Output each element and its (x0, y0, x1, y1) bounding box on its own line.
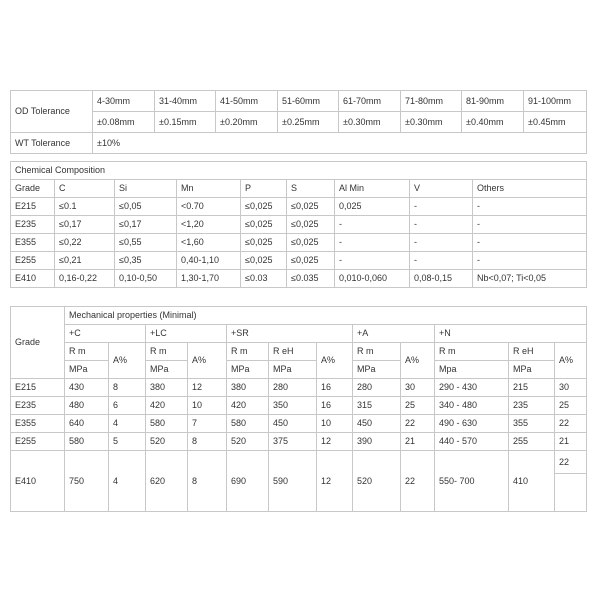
table-cell: 10 (188, 397, 227, 415)
chemical-title-row (11, 162, 587, 180)
column-header: Al Min (335, 180, 410, 198)
chemical-header-row (11, 180, 587, 198)
table-cell: - (473, 234, 587, 252)
rm-header: R m (435, 343, 509, 361)
size-cell: 61-70mm (339, 91, 401, 112)
table-cell: 8 (188, 433, 227, 451)
table-cell: - (335, 216, 410, 234)
table-cell: 0,08-0,15 (410, 270, 473, 288)
size-cell: 91-100mm (524, 91, 587, 112)
table-cell: 290 - 430 (435, 379, 509, 397)
size-cell: 81-90mm (462, 91, 524, 112)
table-row (11, 397, 587, 415)
unit-cell: MPa (227, 361, 269, 379)
column-header: S (287, 180, 335, 198)
od-value-cell: ±0.20mm (216, 112, 278, 133)
table-cell: 580 (146, 415, 188, 433)
table-cell: ≤0,025 (287, 234, 335, 252)
group-header-lc: +LC (146, 325, 227, 343)
chemical-title: Chemical Composition (11, 162, 587, 180)
mechanical-group-row (11, 325, 587, 343)
table-cell: 6 (109, 397, 146, 415)
table-cell: ≤0,21 (55, 252, 115, 270)
table-cell: 580 (65, 433, 109, 451)
unit-cell: MPa (65, 361, 109, 379)
od-value-cell: ±0.30mm (339, 112, 401, 133)
mechanical-properties-table (10, 306, 587, 512)
table-cell: 22 (555, 415, 587, 433)
table-cell: 520 (146, 433, 188, 451)
unit-cell: MPa (146, 361, 188, 379)
table-cell: 590 (269, 451, 317, 512)
table-cell: ≤0,025 (287, 252, 335, 270)
od-value-cell: ±0.25mm (278, 112, 339, 133)
table-cell: <0.70 (177, 198, 241, 216)
table-cell: ≤0,17 (55, 216, 115, 234)
table-cell: 750 (65, 451, 109, 512)
table-cell: 22 (401, 451, 435, 512)
wt-value-cell: ±10% (93, 133, 587, 154)
table-cell: E255 (11, 252, 55, 270)
rm-header: R m (353, 343, 401, 361)
table-cell: ≤0,025 (287, 216, 335, 234)
table-cell: 16 (317, 397, 353, 415)
size-cell: 41-50mm (216, 91, 278, 112)
table-row (11, 270, 587, 288)
table-cell: <1,20 (177, 216, 241, 234)
od-tolerance-label: OD Tolerance (11, 91, 93, 133)
table-cell: 355 (509, 415, 555, 433)
table-cell: 640 (65, 415, 109, 433)
column-header: C (55, 180, 115, 198)
table-cell: 30 (401, 379, 435, 397)
column-header: Others (473, 180, 587, 198)
table-cell: 410 (509, 451, 555, 512)
mechanical-unit-row (11, 361, 587, 379)
chemical-composition-table (10, 161, 587, 288)
table-cell: Nb<0,07; Ti<0,05 (473, 270, 587, 288)
od-value-cell: ±0.15mm (155, 112, 216, 133)
table-cell: 4 (109, 415, 146, 433)
column-header: V (410, 180, 473, 198)
table-cell: 8 (109, 379, 146, 397)
a-pct-header: A% (188, 343, 227, 379)
table-cell: 620 (146, 451, 188, 512)
table-cell: 690 (227, 451, 269, 512)
table-cell: - (410, 252, 473, 270)
table-cell: ≤0,55 (115, 234, 177, 252)
table-cell: 280 (269, 379, 317, 397)
a-pct-header: A% (555, 343, 587, 379)
unit-cell: MPa (509, 361, 555, 379)
size-cell: 4-30mm (93, 91, 155, 112)
table-cell: ≤0,025 (241, 216, 287, 234)
table-cell: 0,16-0,22 (55, 270, 115, 288)
table-cell: - (473, 252, 587, 270)
table-cell: 30 (555, 379, 587, 397)
table-cell: 0,010-0,060 (335, 270, 410, 288)
table-cell: 25 (555, 397, 587, 415)
tolerance-table (10, 90, 587, 154)
od-value-cell: ±0.08mm (93, 112, 155, 133)
column-header: P (241, 180, 287, 198)
table-cell: ≤0,025 (241, 198, 287, 216)
table-cell: 12 (317, 451, 353, 512)
table-cell: 430 (65, 379, 109, 397)
chemical-body (11, 198, 587, 288)
od-value-cell: ±0.45mm (524, 112, 587, 133)
group-header-c: +C (65, 325, 146, 343)
table-cell: - (335, 234, 410, 252)
table-cell: E410 (11, 270, 55, 288)
a-pct-header: A% (109, 343, 146, 379)
table-cell: E215 (11, 198, 55, 216)
column-header: Grade (11, 180, 55, 198)
mechanical-body (11, 379, 587, 451)
table-cell: - (335, 252, 410, 270)
table-cell: 420 (146, 397, 188, 415)
table-row (11, 433, 587, 451)
table-row (11, 379, 587, 397)
table-cell: 350 (269, 397, 317, 415)
od-tolerance-row (11, 112, 587, 133)
rm-header: R m (227, 343, 269, 361)
table-cell: 4 (109, 451, 146, 512)
table-cell: 0,025 (335, 198, 410, 216)
table-cell: 255 (509, 433, 555, 451)
table-cell: ≤0,025 (287, 198, 335, 216)
unit-cell: MPa (353, 361, 401, 379)
table-cell: 440 - 570 (435, 433, 509, 451)
table-cell: E355 (11, 234, 55, 252)
table-cell: E255 (11, 433, 65, 451)
table-cell: 520 (353, 451, 401, 512)
table-cell: 340 - 480 (435, 397, 509, 415)
rm-header: R m (146, 343, 188, 361)
table-cell: - (410, 198, 473, 216)
table-cell (555, 474, 587, 512)
table-cell: - (410, 234, 473, 252)
table-cell: 280 (353, 379, 401, 397)
table-cell: - (410, 216, 473, 234)
table-cell: ≤0,22 (55, 234, 115, 252)
table-cell: 0,10-0,50 (115, 270, 177, 288)
table-cell: 1,30-1,70 (177, 270, 241, 288)
a-pct-header: A% (317, 343, 353, 379)
table-cell: ≤0,05 (115, 198, 177, 216)
table-cell: 550- 700 (435, 451, 509, 512)
table-row (11, 216, 587, 234)
table-cell: 480 (65, 397, 109, 415)
table-cell: 450 (269, 415, 317, 433)
table-cell: 7 (188, 415, 227, 433)
size-cell: 31-40mm (155, 91, 216, 112)
table-cell: E355 (11, 415, 65, 433)
table-cell: 16 (317, 379, 353, 397)
table-cell: 420 (227, 397, 269, 415)
table-cell: E235 (11, 216, 55, 234)
table-cell: 380 (146, 379, 188, 397)
mechanical-param-row (11, 343, 587, 361)
table-cell: ≤0,17 (115, 216, 177, 234)
table-cell: 315 (353, 397, 401, 415)
table-cell: 580 (227, 415, 269, 433)
table-cell: 520 (227, 433, 269, 451)
size-cell: 51-60mm (278, 91, 339, 112)
size-cell: 71-80mm (401, 91, 462, 112)
table-cell: E410 (11, 451, 65, 512)
group-header-n: +N (435, 325, 587, 343)
reh-header: R eH (269, 343, 317, 361)
mechanical-title-row (11, 307, 587, 325)
wt-tolerance-row (11, 133, 587, 154)
table-cell: <1,60 (177, 234, 241, 252)
table-cell: 12 (188, 379, 227, 397)
table-cell: E215 (11, 379, 65, 397)
table-cell: 12 (317, 433, 353, 451)
table-cell: ≤0,35 (115, 252, 177, 270)
table-cell: 490 - 630 (435, 415, 509, 433)
table-cell: 22 (401, 415, 435, 433)
table-cell: 21 (555, 433, 587, 451)
table-cell: 10 (317, 415, 353, 433)
table-cell: 0,40-1,10 (177, 252, 241, 270)
table-cell: - (473, 198, 587, 216)
table-cell: 22 (555, 451, 587, 474)
a-pct-header: A% (401, 343, 435, 379)
table-row (11, 451, 587, 474)
table-cell: 215 (509, 379, 555, 397)
table-cell: E235 (11, 397, 65, 415)
table-cell: 450 (353, 415, 401, 433)
rm-header: R m (65, 343, 109, 361)
column-header: Si (115, 180, 177, 198)
table-row (11, 234, 587, 252)
group-header-a: +A (353, 325, 435, 343)
table-cell: 5 (109, 433, 146, 451)
table-cell: - (473, 216, 587, 234)
table-cell: 8 (188, 451, 227, 512)
table-cell: 375 (269, 433, 317, 451)
unit-cell: Mpa (435, 361, 509, 379)
table-cell: ≤0,025 (241, 234, 287, 252)
wt-tolerance-label: WT Tolerance (11, 133, 93, 154)
table-cell: 25 (401, 397, 435, 415)
unit-cell: MPa (269, 361, 317, 379)
table-cell: 235 (509, 397, 555, 415)
table-row (11, 415, 587, 433)
table-cell: 390 (353, 433, 401, 451)
grade-header: Grade (11, 307, 65, 379)
table-cell: ≤0.03 (241, 270, 287, 288)
table-row (11, 198, 587, 216)
table-cell: ≤0.1 (55, 198, 115, 216)
column-header: Mn (177, 180, 241, 198)
od-value-cell: ±0.40mm (462, 112, 524, 133)
table-cell: ≤0.035 (287, 270, 335, 288)
mechanical-title: Mechanical properties (Minimal) (65, 307, 587, 325)
od-value-cell: ±0.30mm (401, 112, 462, 133)
tolerance-size-row (11, 91, 587, 112)
table-row (11, 252, 587, 270)
group-header-sr: +SR (227, 325, 353, 343)
table-cell: 380 (227, 379, 269, 397)
table-cell: ≤0,025 (241, 252, 287, 270)
table-cell: 21 (401, 433, 435, 451)
reh-header: R eH (509, 343, 555, 361)
